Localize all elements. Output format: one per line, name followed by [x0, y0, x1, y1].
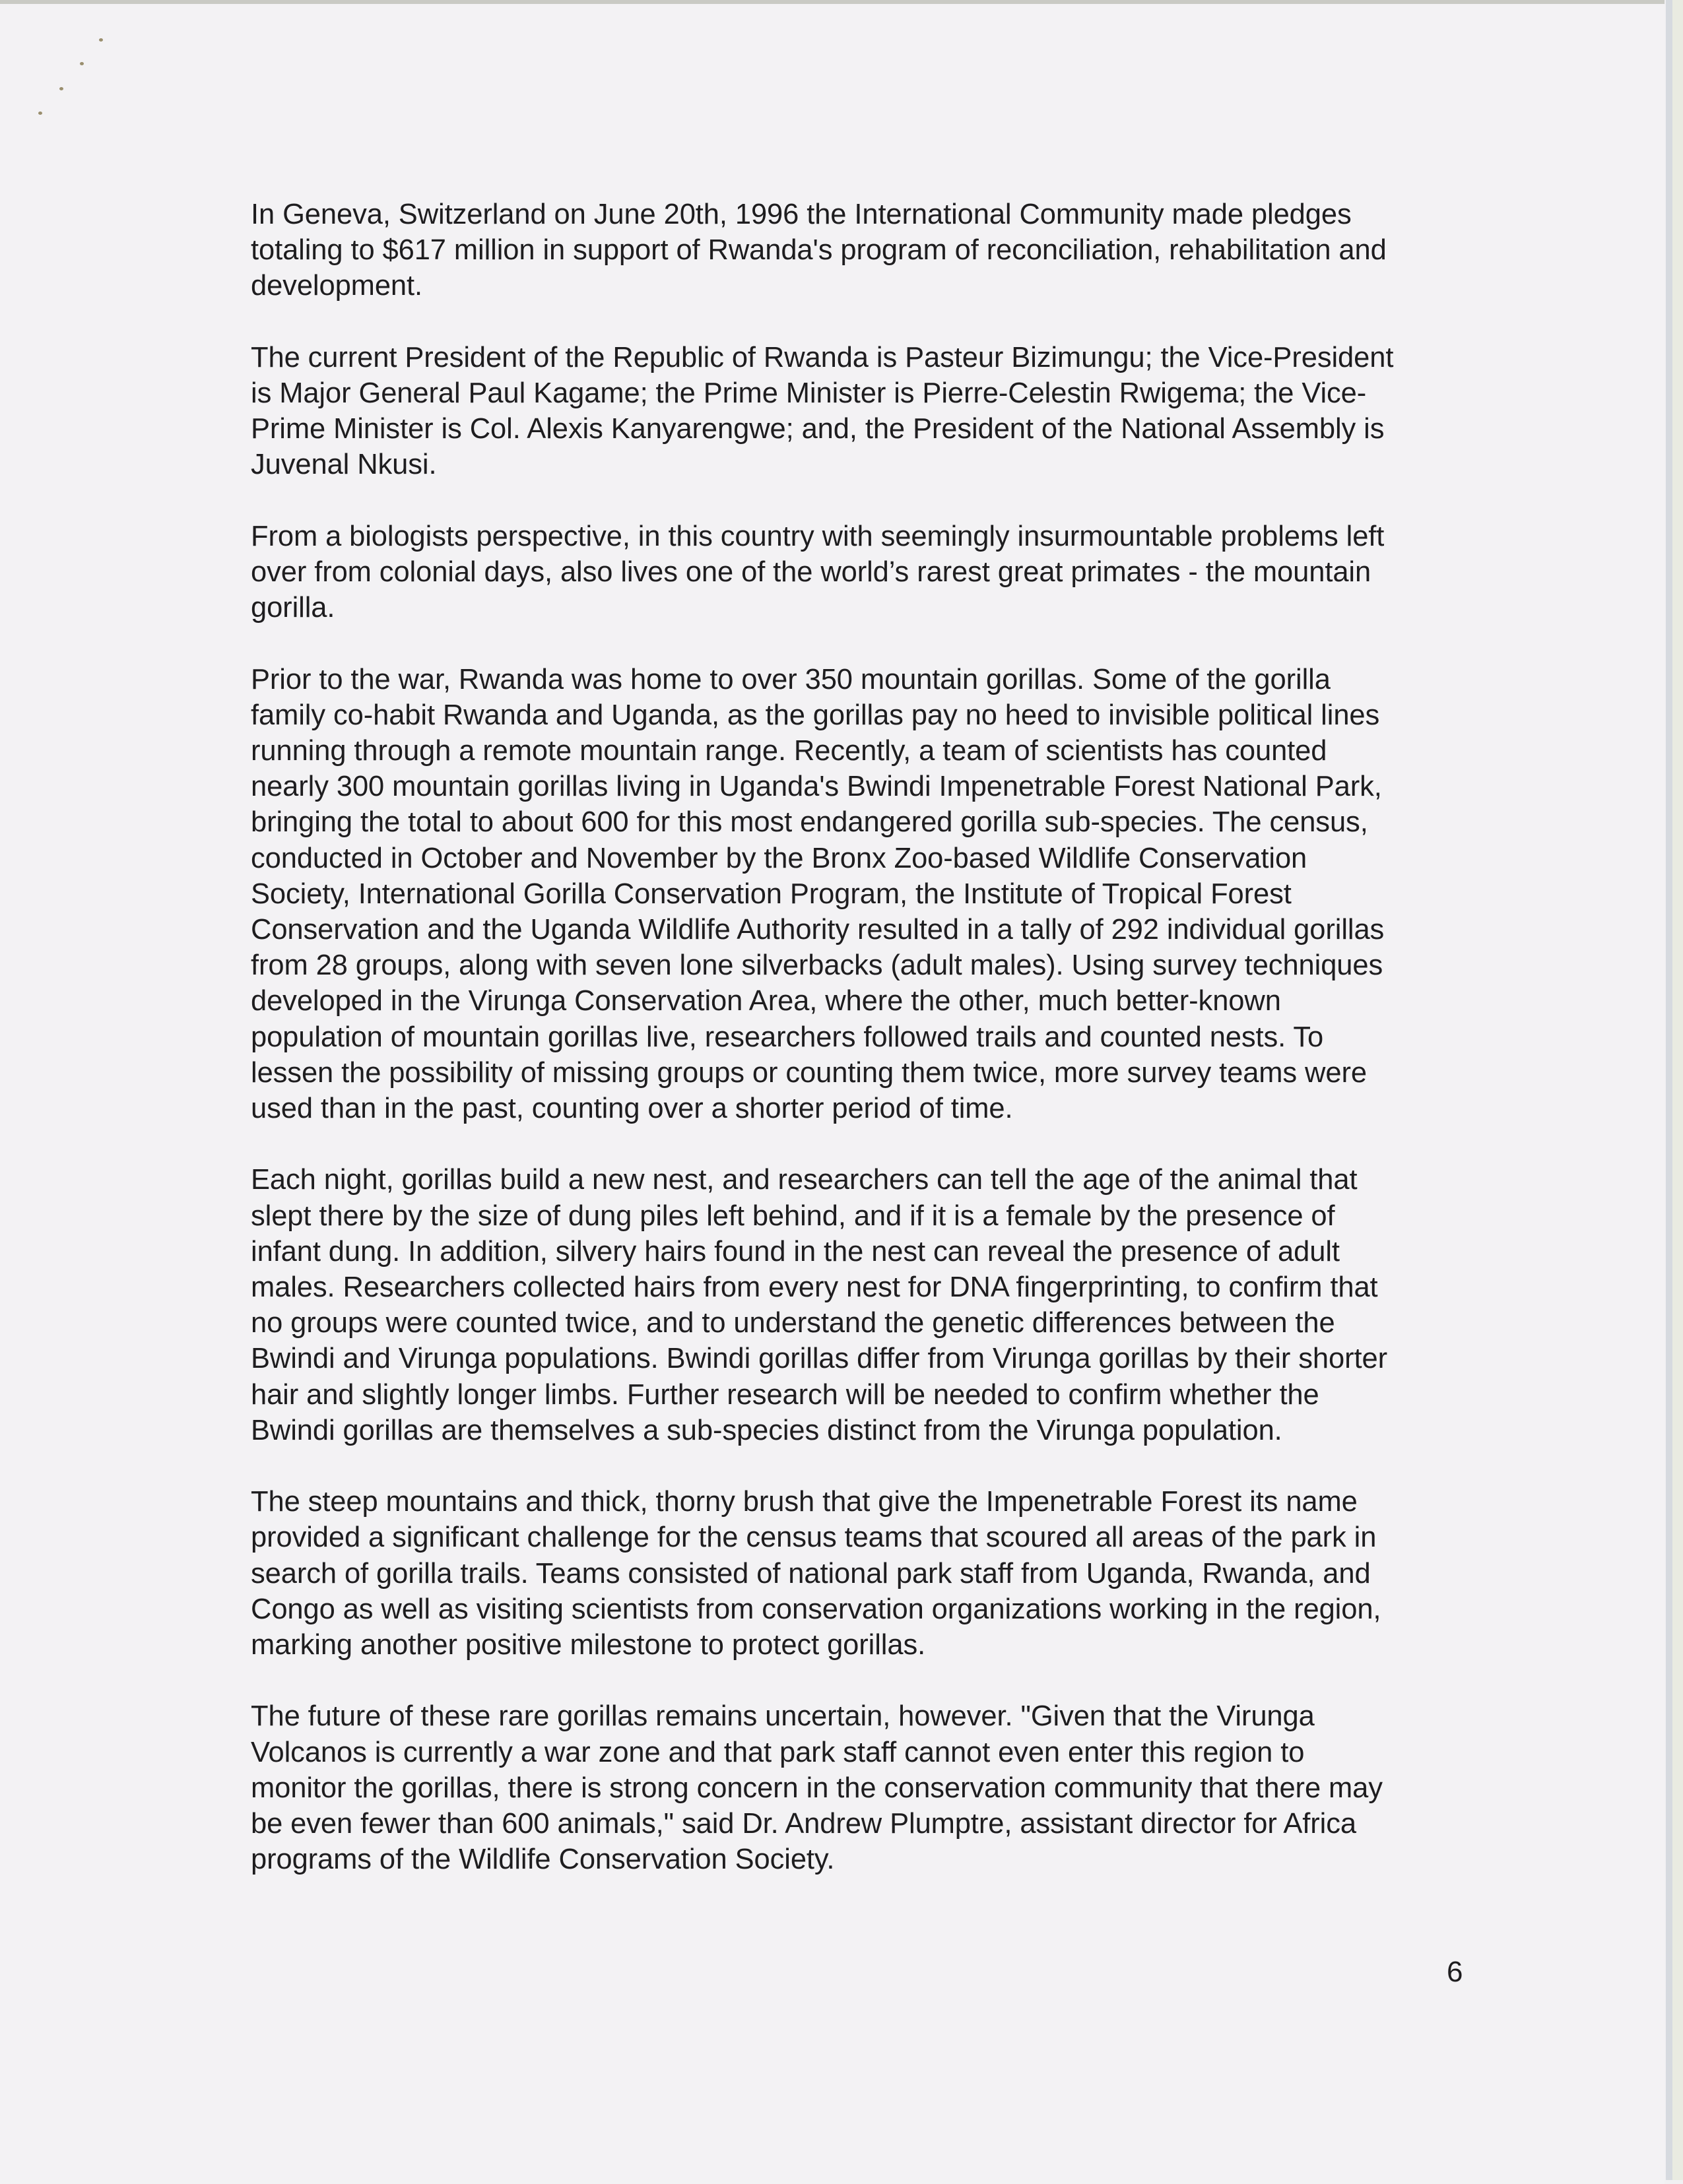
- text-line: males. Researchers collected hairs from every nest for DNA fingerprinting, to confirm that: [251, 1271, 1378, 1304]
- text-line: over from colonial days, also lives one of the world’s rarest great primates - the mountain: [251, 556, 1371, 588]
- text-line: be even fewer than 600 animals," said Dr. Andrew Plumptre, assistant director for Africa: [251, 1808, 1356, 1840]
- text-line: gorilla.: [251, 592, 335, 624]
- text-line: developed in the Virunga Conservation Area, where the other, much better-known: [251, 985, 1281, 1017]
- paragraph: [251, 1698, 1478, 1877]
- text-line: development.: [251, 270, 422, 302]
- text-line: totaling to $617 million in support of Rwanda's program of reconciliation, rehabilitation and: [251, 234, 1387, 267]
- text-line: The current President of the Republic of Rwanda is Pasteur Bizimungu; the Vice-President: [251, 341, 1394, 373]
- text-line: slept there by the size of dung piles left behind, and if it is a female by the presence of: [251, 1200, 1335, 1232]
- text-line: Prime Minister is Col. Alexis Kanyarengwe; and, the President of the National Assembly is: [251, 413, 1385, 445]
- paragraph: [251, 197, 1478, 304]
- text-line: Juvenal Nkusi.: [251, 449, 437, 481]
- text-line: used than in the past, counting over a shorter period of time.: [251, 1093, 1013, 1125]
- text-line: running through a remote mountain range. Recently, a team of scientists has counted: [251, 735, 1327, 767]
- text-line: population of mountain gorillas live, researchers followed trails and counted nests. To: [251, 1021, 1324, 1053]
- page-edge-strip: [1672, 0, 1683, 2180]
- text-line: Prior to the war, Rwanda was home to over 350 mountain gorillas. Some of the gorilla: [251, 663, 1331, 695]
- paragraph: [251, 519, 1478, 626]
- text-line: provided a significant challenge for the census teams that scoured all areas of the park in: [251, 1522, 1377, 1554]
- text-line: The steep mountains and thick, thorny brush that give the Impenetrable Forest its name: [251, 1486, 1358, 1518]
- paragraph: [251, 662, 1478, 1127]
- page-edge-shadow: [1666, 0, 1672, 2180]
- text-line: lessen the possibility of missing groups or counting them twice, more survey teams were: [251, 1056, 1367, 1089]
- scan-speck: [59, 87, 63, 90]
- scan-speck: [80, 62, 84, 65]
- text-line: The future of these rare gorillas remains uncertain, however. "Given that the Virunga: [251, 1700, 1315, 1733]
- text-line: Volcanos is currently a war zone and that park staff cannot even enter this region to: [251, 1736, 1305, 1768]
- text-line: family co-habit Rwanda and Uganda, as the gorillas pay no heed to invisible political lines: [251, 699, 1380, 731]
- scan-speck: [38, 112, 42, 115]
- text-line: from 28 groups, along with seven lone silverbacks (adult males). Using survey techniques: [251, 949, 1383, 982]
- text-line: nearly 300 mountain gorillas living in Uganda's Bwindi Impenetrable Forest National Park,: [251, 771, 1382, 803]
- text-line: hair and slightly longer limbs. Further research will be needed to confirm whether the: [251, 1378, 1319, 1411]
- text-line: Bwindi gorillas are themselves a sub-species distinct from the Virunga population.: [251, 1414, 1282, 1446]
- text-line: Bwindi and Virunga populations. Bwindi gorillas differ from Virunga gorillas by their shorter: [251, 1343, 1387, 1375]
- document-body: [251, 197, 1478, 1913]
- text-line: Congo as well as visiting scientists from conservation organizations working in the region,: [251, 1593, 1381, 1625]
- paragraph: [251, 1484, 1478, 1663]
- text-line: From a biologists perspective, in this country with seemingly insurmountable problems left: [251, 520, 1385, 552]
- text-line: conducted in October and November by the Bronx Zoo-based Wildlife Conservation: [251, 842, 1307, 874]
- paragraph: [251, 1162, 1478, 1448]
- scan-speck: [99, 38, 103, 42]
- text-line: programs of the Wildlife Conservation Society.: [251, 1844, 835, 1876]
- paragraph: [251, 340, 1478, 483]
- text-line: Each night, gorillas build a new nest, and researchers can tell the age of the animal that: [251, 1164, 1358, 1196]
- text-line: infant dung. In addition, silvery hairs found in the nest can reveal the presence of adult: [251, 1235, 1340, 1268]
- text-line: Conservation and the Uganda Wildlife Authority resulted in a tally of 292 individual gorillas: [251, 914, 1385, 946]
- text-line: marking another positive milestone to protect gorillas.: [251, 1629, 926, 1661]
- page-number: 6: [1447, 1956, 1463, 1988]
- text-line: no groups were counted twice, and to understand the genetic differences between the: [251, 1307, 1335, 1339]
- text-line: In Geneva, Switzerland on June 20th, 1996 the International Community made pledges: [251, 199, 1352, 230]
- text-line: bringing the total to about 600 for this most endangered gorilla sub-species. The census,: [251, 806, 1368, 839]
- text-line: search of gorilla trails. Teams consisted of national park staff from Uganda, Rwanda, and: [251, 1557, 1371, 1590]
- text-line: Society, International Gorilla Conservation Program, the Institute of Tropical Forest: [251, 878, 1292, 910]
- text-line: monitor the gorillas, there is strong concern in the conservation community that there may: [251, 1772, 1383, 1804]
- text-line: is Major General Paul Kagame; the Prime Minister is Pierre-Celestin Rwigema; the Vice-: [251, 377, 1367, 409]
